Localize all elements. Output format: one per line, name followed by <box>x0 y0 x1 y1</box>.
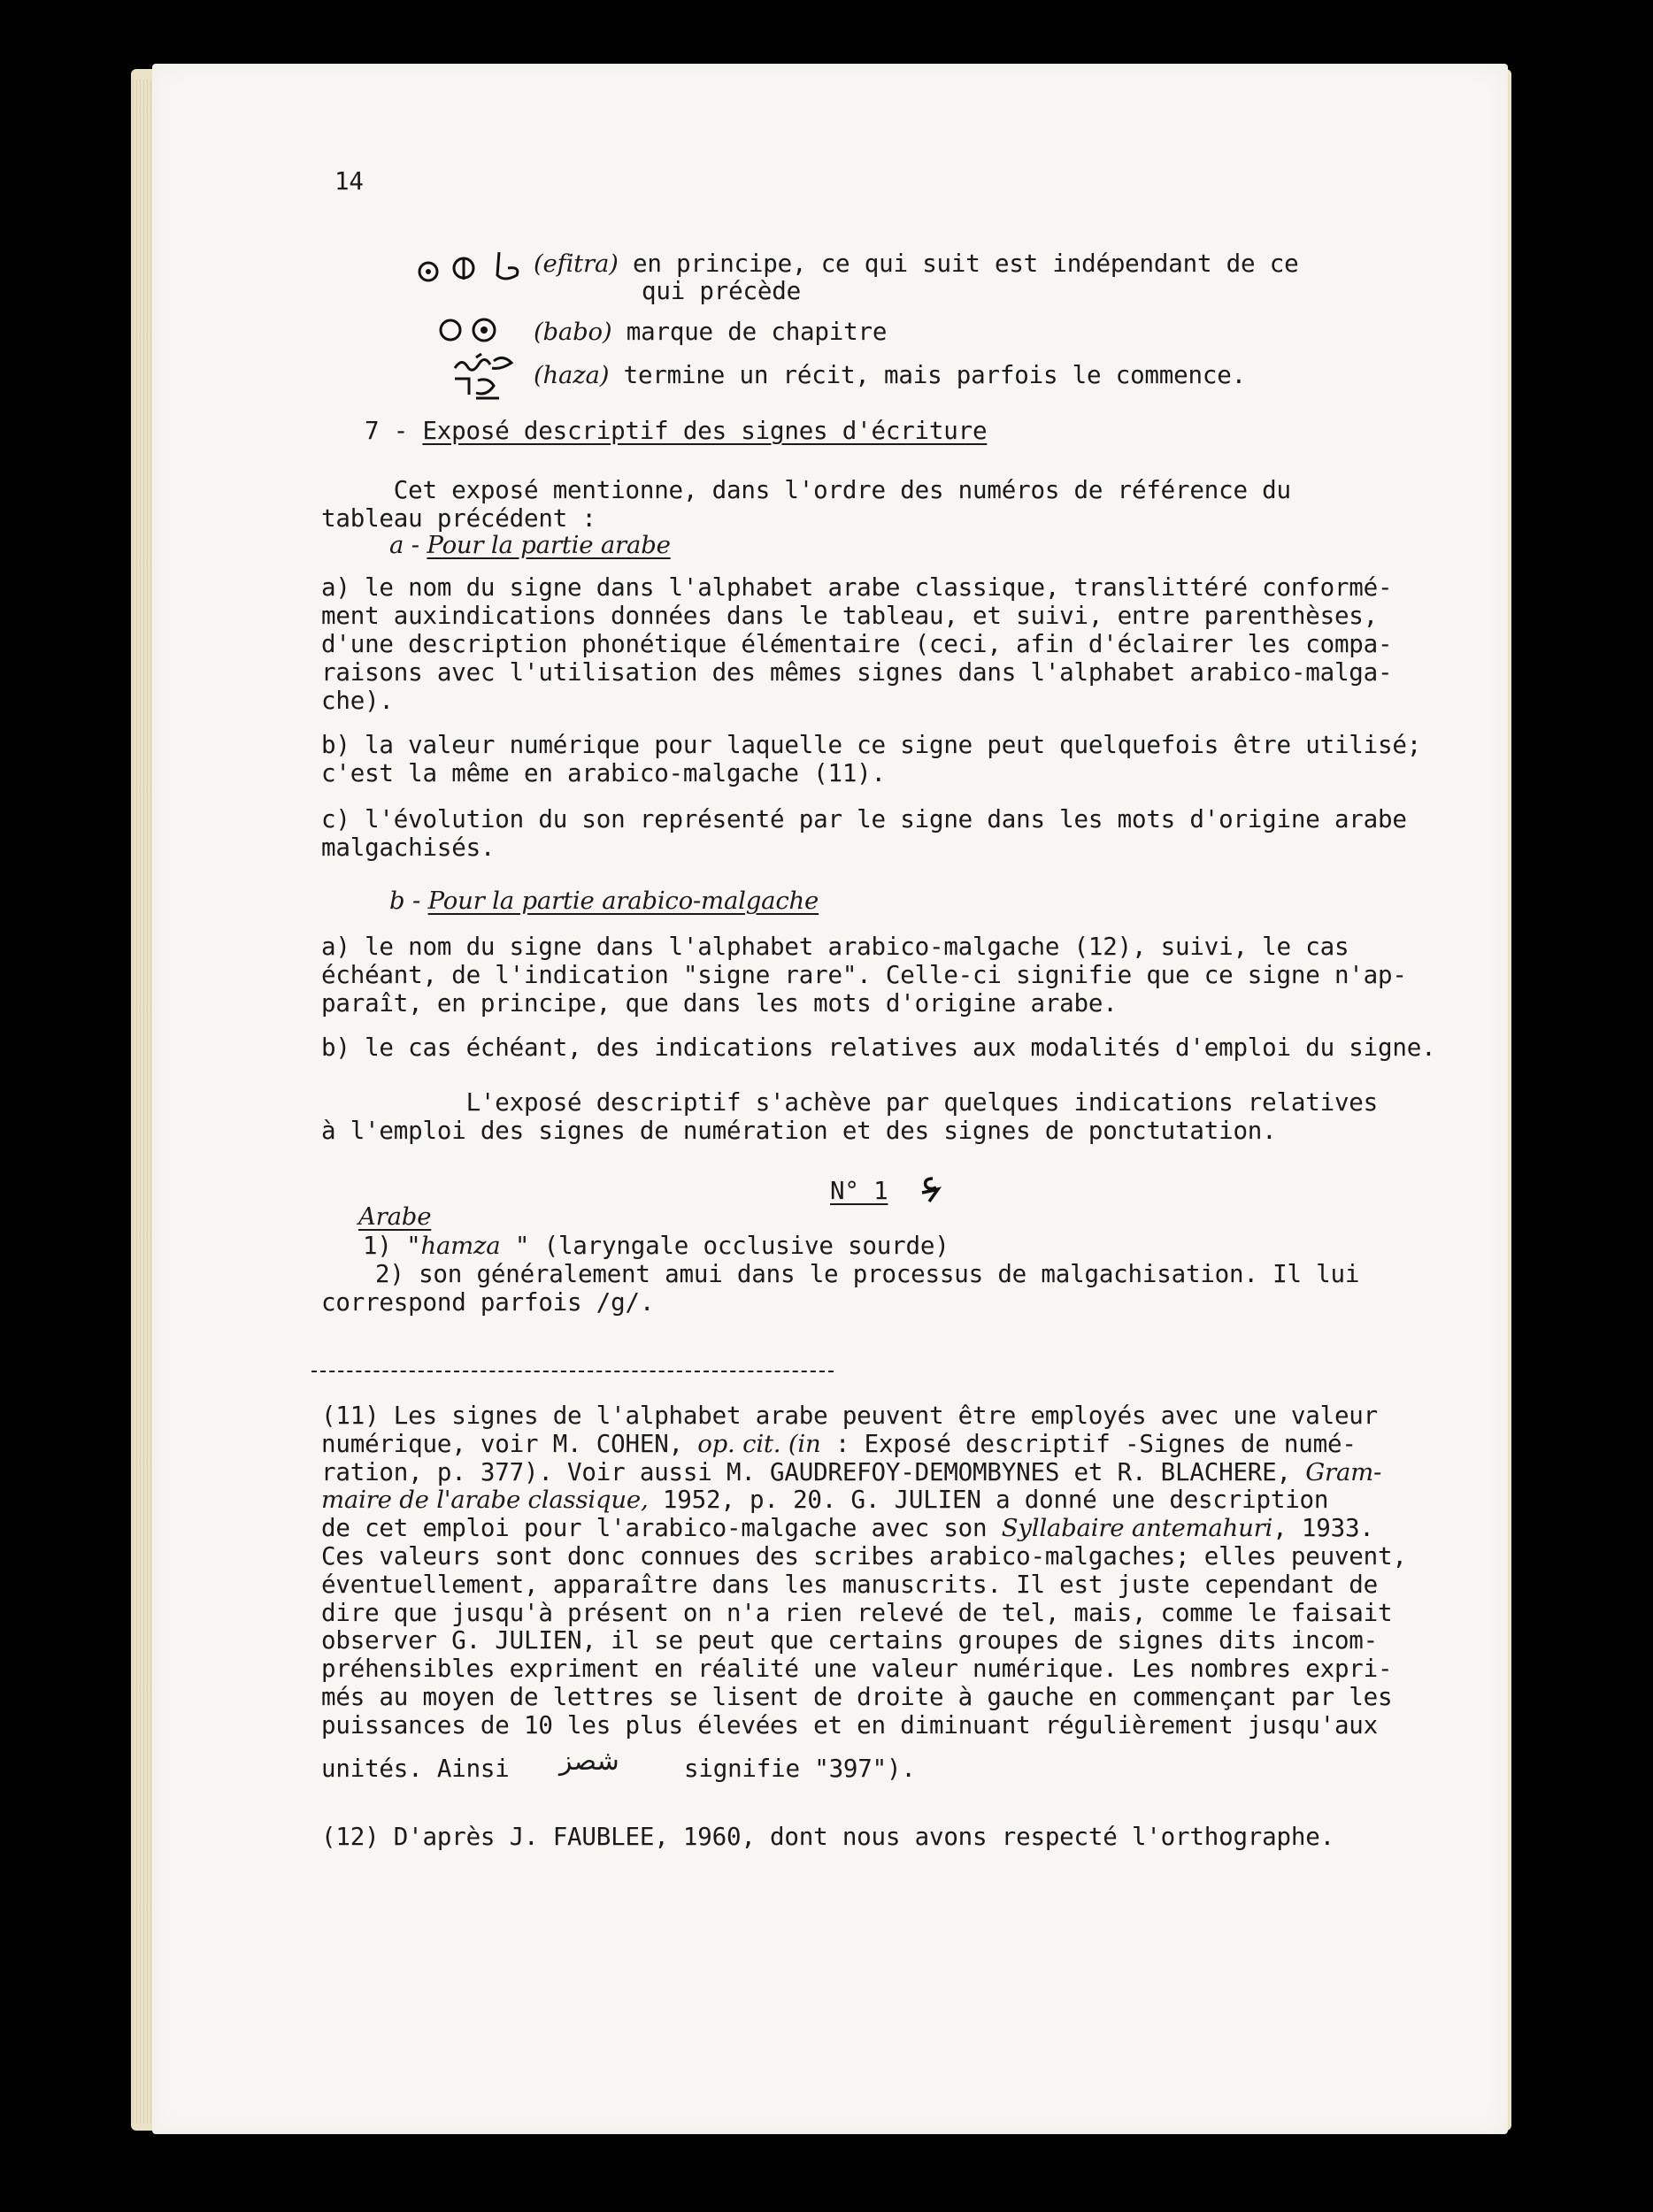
part-a-item-c-line-1: c) l'évolution du son représenté par le signe dans les mots d'origine arabe <box>321 805 1407 833</box>
footnote-11-line <box>321 1711 1378 1740</box>
footnote-11-line <box>321 1655 1392 1683</box>
closing-line-1: L'exposé descriptif s'achève par quelques indications relatives <box>321 1088 1379 1117</box>
section-7-number: 7 - <box>365 417 423 445</box>
footnote-11-italic-text: Syllabaire antemahuri <box>1001 1514 1273 1543</box>
part-a-title: Pour la partie arabe <box>427 531 671 559</box>
sign-haza-name: (haza) <box>534 361 610 389</box>
footnote-12: (12) D'après J. FAUBLEE, 1960, dont nous avons respecté l'orthographe. <box>321 1823 1334 1851</box>
part-b-item-b-line-1: b) le cas échéant, des indications relatives aux modalités d'emploi du signe. <box>321 1033 1436 1062</box>
page-number: 14 <box>334 167 364 196</box>
part-b-item-a-line-3: paraît, en principe, que dans les mots d'origine arabe. <box>321 989 1118 1018</box>
intro-line-1: Cet exposé mentionne, dans l'ordre des numéros de référence du <box>321 476 1291 504</box>
footnote-11-text: observer G. JULIEN, il se peut que certains groupes de signes dits incom- <box>321 1626 1379 1655</box>
sign-efitra-text-cont: qui précède <box>642 277 801 305</box>
sign-haza-text: termine un récit, mais parfois le commence. <box>609 361 1246 389</box>
arabe-line-1-post: " (laryngale occlusive sourde) <box>500 1232 950 1260</box>
sign-babo-text: marque de chapitre <box>611 318 888 346</box>
footnote-11-line <box>321 1599 1392 1627</box>
part-b-item-a-line-2: échéant, de l'indication "signe rare". Celle-ci signifie que ce signe n'ap- <box>321 961 1407 989</box>
intro-line-2: tableau précédent : <box>321 504 596 533</box>
part-a-item-b-line-1: b) la valeur numérique pour laquelle ce signe peut quelquefois être utilisé; <box>321 731 1422 759</box>
footnote-11-text: : Exposé descriptif -Signes de numé- <box>820 1429 1357 1458</box>
footnote-11-text: Ces valeurs sont donc connues des scribes arabico-malgaches; elles peuvent, <box>321 1542 1407 1571</box>
part-a-item-a-line-1: a) le nom du signe dans l'alphabet arabe classique, translittéré conformé- <box>321 573 1393 602</box>
haza-sign-handwritten <box>450 352 529 402</box>
sign-efitra-line <box>534 250 1298 278</box>
part-a-item-b-line-2: c'est la même en arabico-malgache (11). <box>321 759 886 787</box>
part-a-letter: a - <box>389 531 427 559</box>
sign-efitra-name: (efitra) <box>534 250 619 278</box>
closing-line-2: à l'emploi des signes de numération et des signes de ponctutation. <box>321 1117 1277 1145</box>
footnote-11-line <box>321 1683 1392 1711</box>
footnote-11-line <box>321 1542 1407 1571</box>
footnote-11-line <box>321 1458 1381 1486</box>
footnote-11-text: puissances de 10 les plus élevées et en diminuant régulièrement jusqu'aux <box>321 1710 1379 1740</box>
footnote-11-text: (11) Les signes de l'alphabet arabe peuvent être employés avec une valeur <box>321 1402 1379 1430</box>
arabe-label: Arabe <box>358 1202 432 1231</box>
footnote-11-line <box>321 1430 1357 1458</box>
footnote-11-last-post: signifie "397"). <box>684 1755 916 1783</box>
footnote-11-text: ration, p. 377). Voir aussi M. GAUDREFOY-DEMOMBYNES et R. BLACHERE, <box>321 1457 1306 1486</box>
part-a-item-a-line-4: raisons avec l'utilisation des mêmes signes dans l'alphabet arabico-malga- <box>321 658 1393 687</box>
footnote-11-last-pre: unités. Ainsi <box>321 1755 510 1783</box>
footnote-11-text: , 1933. <box>1272 1514 1374 1543</box>
n1-heading: N° 1 <box>830 1177 888 1205</box>
part-b-heading <box>389 887 819 915</box>
part-b-title: Pour la partie arabico-malgache <box>427 887 819 915</box>
part-a-item-c-line-2: malgachisés. <box>321 833 496 862</box>
part-a-item-a-line-5: che). <box>321 687 394 715</box>
footnote-11-text: dire que jusqu'à présent on n'a rien relevé de tel, mais, comme le faisait <box>321 1598 1393 1627</box>
footnote-11-line <box>321 1626 1378 1655</box>
footnote-11-line <box>321 1402 1378 1430</box>
footnote-11-text: 1952, p. 20. G. JULIEN a donné une description <box>648 1486 1329 1515</box>
footnote-11-text: de cet emploi pour l'arabico-malgache avec son <box>321 1514 1002 1543</box>
sign-haza-line <box>534 361 1246 389</box>
hamza-glyph-handwritten <box>919 1173 942 1203</box>
footnote-11-text: éventuellement, apparaître dans les manuscrits. Il est juste cependant de <box>321 1570 1379 1599</box>
part-a-item-a-line-2: ment auxindications données dans le tableau, et suivi, entre parenthèses, <box>321 602 1379 630</box>
arabe-line-3: correspond parfois /g/. <box>321 1288 655 1317</box>
section-7-heading <box>365 417 987 445</box>
footnote-11-line <box>321 1514 1374 1542</box>
arabic-number-example: شصز <box>559 1746 619 1777</box>
sign-babo-line <box>534 318 887 346</box>
footnote-11-italic-text: Gram- <box>1305 1457 1382 1486</box>
footnote-11-text: numérique, voir M. COHEN, <box>321 1429 698 1458</box>
footnote-separator <box>311 1371 834 1372</box>
babo-sign-handwritten <box>438 314 502 346</box>
footnote-11-line <box>321 1571 1378 1599</box>
sign-efitra-text: en principe, ce qui suit est indépendant de ce <box>618 250 1299 278</box>
footnote-11-text: més au moyen de lettres se lisent de droite à gauche en commençant par les <box>321 1683 1393 1711</box>
part-a-item-a-line-3: d'une description phonétique élémentaire (ceci, afin d'éclairer les compa- <box>321 630 1393 658</box>
footnote-11-text: préhensibles expriment en réalité une valeur numérique. Les nombres expri- <box>321 1655 1393 1684</box>
footnote-11-italic-text: op. cit. (in <box>697 1429 821 1458</box>
footnote-11-line <box>321 1486 1328 1514</box>
arabe-line-1 <box>363 1232 950 1260</box>
page-edges <box>133 80 152 2124</box>
part-a-heading <box>389 531 671 559</box>
footnote-11-italic-text: maire de l'arabe classique, <box>321 1486 649 1515</box>
part-b-item-a-line-1: a) le nom du signe dans l'alphabet arabico-malgache (12), suivi, le cas <box>321 933 1349 961</box>
hamza-name: hamza <box>420 1232 501 1260</box>
arabe-line-1-pre: 1) " <box>363 1232 421 1260</box>
arabe-line-2: 2) son généralement amui dans le processus de malgachisation. Il lui <box>375 1260 1360 1288</box>
section-7-title: Exposé descriptif des signes d'écriture <box>422 417 988 445</box>
sign-babo-name: (babo) <box>534 318 612 346</box>
efitra-sign-handwritten <box>416 250 533 286</box>
part-b-letter: b - <box>389 887 428 915</box>
